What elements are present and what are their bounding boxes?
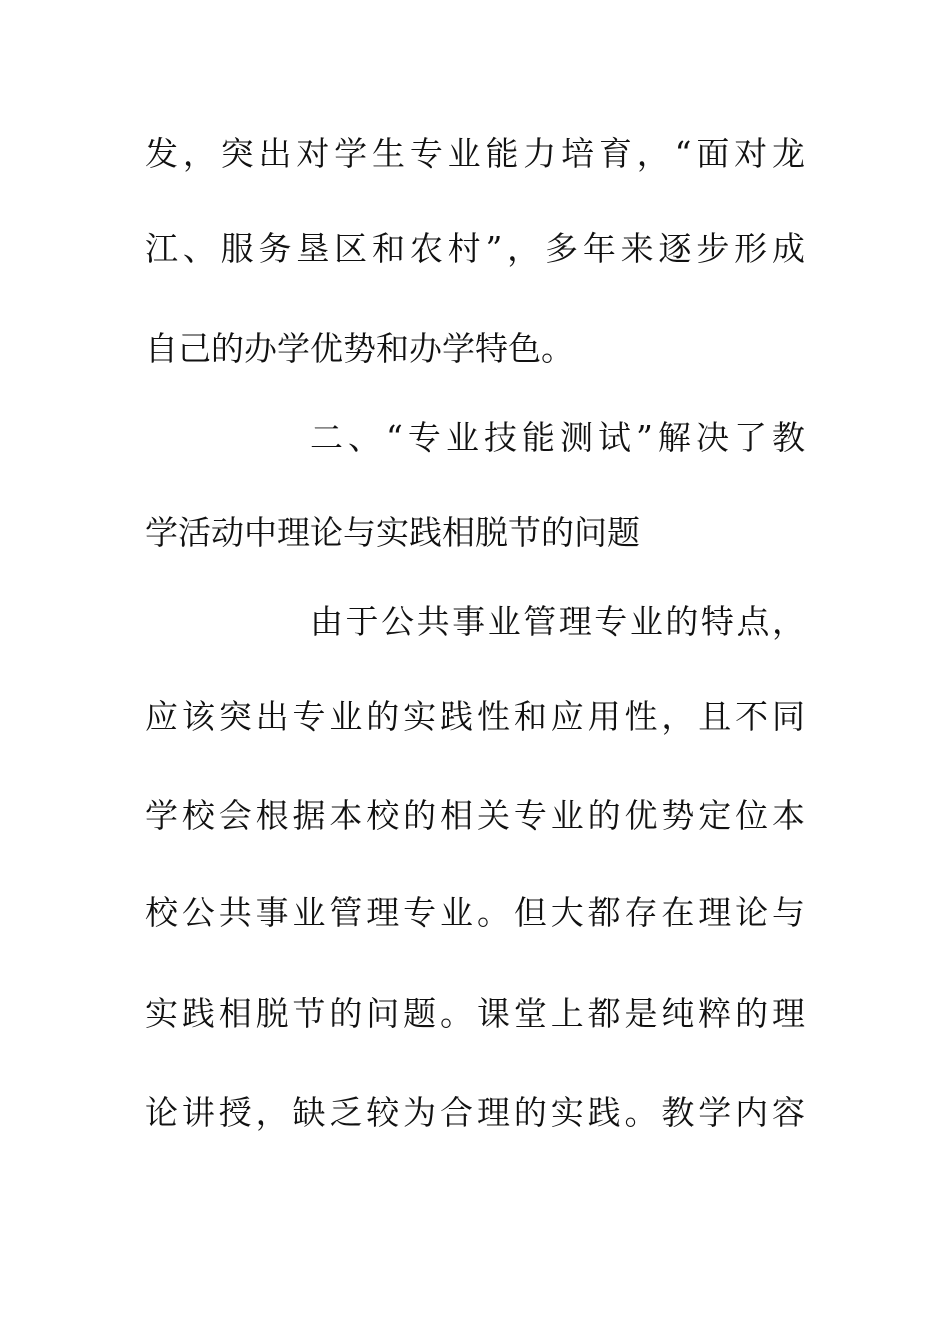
body-text-line: 校公共事业管理专业。但大都存在理论与 xyxy=(145,893,805,932)
paragraph-first-line: 由于公共事业管理专业的特点， xyxy=(310,602,805,641)
section-heading-line: 二、“专业技能测试”解决了教 xyxy=(310,418,805,457)
body-text-line: 论讲授，缺乏较为合理的实践。教学内容 xyxy=(145,1093,805,1132)
body-text-line: 应该突出专业的实践性和应用性，且不同 xyxy=(145,697,805,736)
section-heading-line: 学活动中理论与实践相脱节的问题 xyxy=(145,513,640,552)
body-text-line: 实践相脱节的问题。课堂上都是纯粹的理 xyxy=(145,994,805,1033)
body-text-line: 学校会根据本校的相关专业的优势定位本 xyxy=(145,796,805,835)
body-text-line: 发，突出对学生专业能力培育，“面对龙 xyxy=(145,134,805,173)
body-text-line: 江、服务垦区和农村”，多年来逐步形成 xyxy=(145,229,805,268)
body-text-line: 自己的办学优势和办学特色。 xyxy=(145,329,574,368)
